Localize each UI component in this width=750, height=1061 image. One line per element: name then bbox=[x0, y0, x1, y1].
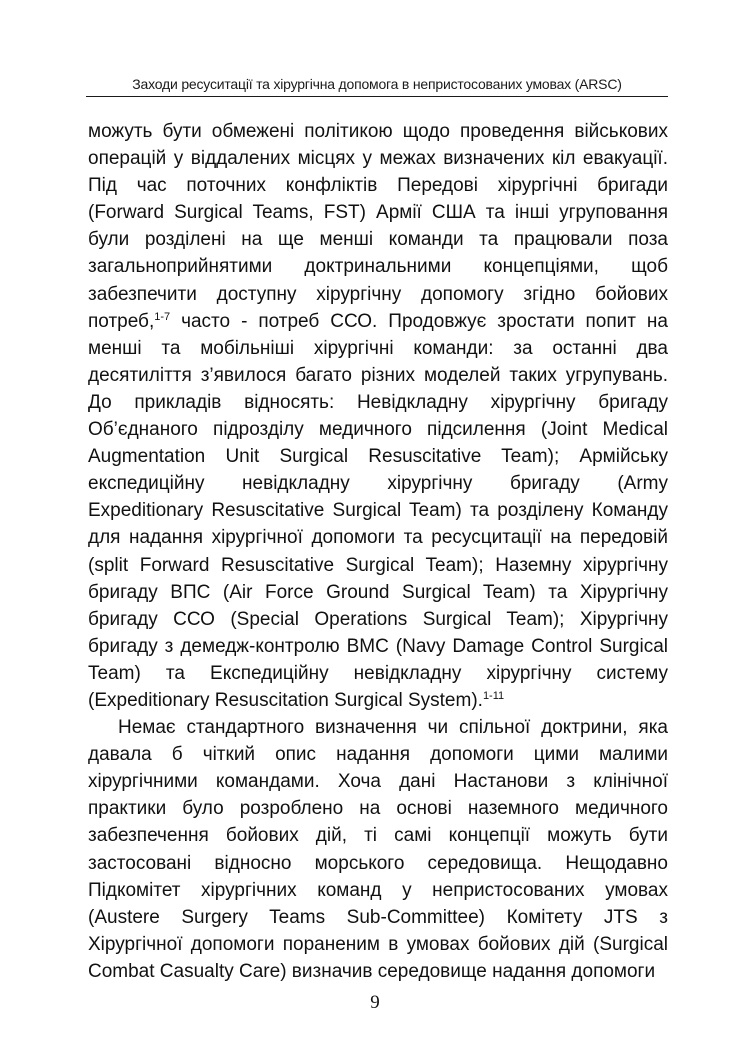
text-line: експедиційну невідкладну хірургічну бригаду (Army bbox=[88, 473, 668, 495]
text-line: (Forward Surgical Teams, FST) Армії США та інші угруповання bbox=[88, 202, 668, 224]
text-line: (Austere Surgery Teams Sub-Committee) Комітету JTS з bbox=[88, 906, 668, 928]
text-line: Augmentation Unit Surgical Resuscitative Team); Армійську bbox=[88, 446, 668, 468]
text-line: операцій у віддалених місцях у межах визначених кіл евакуації. bbox=[88, 148, 668, 170]
text-line: бригаду ССО (Special Operations Surgical Team); Хірургічну bbox=[88, 608, 668, 630]
citation-superscript: 1-11 bbox=[482, 689, 505, 702]
text-segment: часто - потреб ССО. Продовжує зростати попит на bbox=[170, 310, 668, 332]
text-line: До прикладів відносять: Невідкладну хірургічну бригаду bbox=[88, 391, 668, 413]
text-line: Немає стандартного визначення чи спільної доктрини, яка bbox=[118, 717, 668, 739]
text-line bbox=[88, 687, 668, 714]
text-line: були розділені на ще менші команди та працювали поза bbox=[88, 229, 668, 251]
text-line: застосовані відносно морського середовища. Нещодавно bbox=[88, 852, 668, 874]
body-text bbox=[88, 118, 668, 985]
text-line: хірургічними командами. Хоча дані Настанови з клінічної bbox=[88, 771, 668, 793]
text-line: менші та мобільніші хірургічні команди: за останні два bbox=[88, 337, 668, 359]
text-line: бригаду ВПС (Air Force Ground Surgical Team) та Хірургічну bbox=[88, 581, 668, 603]
text-line: забезпечити доступну хірургічну допомогу згідно бойових bbox=[88, 283, 668, 305]
text-line: Підкомітет хірургічних команд у непристосованих умовах bbox=[88, 879, 668, 901]
text-segment: потреб, bbox=[88, 310, 155, 332]
text-line: забезпечення бойових дій, ті самі концепції можуть бути bbox=[88, 825, 668, 847]
citation-superscript: 1-7 bbox=[154, 310, 171, 323]
text-line: Expeditionary Resuscitative Surgical Team) та розділену Команду bbox=[88, 500, 668, 522]
text-line: для надання хірургічної допомоги та ресусцитації на передовій bbox=[88, 527, 668, 549]
text-line bbox=[88, 308, 668, 335]
page-number: 9 bbox=[370, 992, 380, 1013]
text-line: можуть бути обмежені політикою щодо проведення військових bbox=[88, 121, 668, 142]
text-line: Об’єднаного підрозділу медичного підсилення (Joint Medical bbox=[88, 419, 668, 441]
text-line: Team) та Експедиційну невідкладну хірургічну систему bbox=[88, 662, 668, 684]
text-line: практики було розроблено на основі наземного медичного bbox=[88, 798, 668, 820]
paragraph-1 bbox=[88, 118, 668, 714]
text-line: Хірургічної допомоги пораненим в умовах бойових дій (Surgical bbox=[88, 933, 668, 955]
text-segment: (Expeditionary Resuscitation Surgical System). bbox=[88, 689, 483, 711]
text-line: Під час поточних конфліктів Передові хірургічні бригади bbox=[88, 175, 668, 197]
text-line: давала б чіткий опис надання допомоги цими малими bbox=[88, 744, 668, 766]
text-line: загальноприйнятими доктринальними концепціями, щоб bbox=[88, 256, 668, 278]
text-line: Combat Casualty Care) визначив середовище надання допомоги bbox=[88, 960, 656, 982]
text-line: (split Forward Resuscitative Surgical Team); Наземну хірургічну bbox=[88, 554, 668, 576]
text-line: десятиліття з’явилося багато різних моделей таких угрупувань. bbox=[88, 364, 668, 386]
text-line: бригаду з демедж-контролю ВМС (Navy Damage Control Surgical bbox=[88, 635, 668, 657]
paragraph-2 bbox=[88, 714, 668, 985]
header-rule bbox=[86, 96, 668, 97]
page-header: Заходи ресуситації та хірургічна допомога в непристосованих умовах (ARSC) bbox=[132, 76, 622, 92]
